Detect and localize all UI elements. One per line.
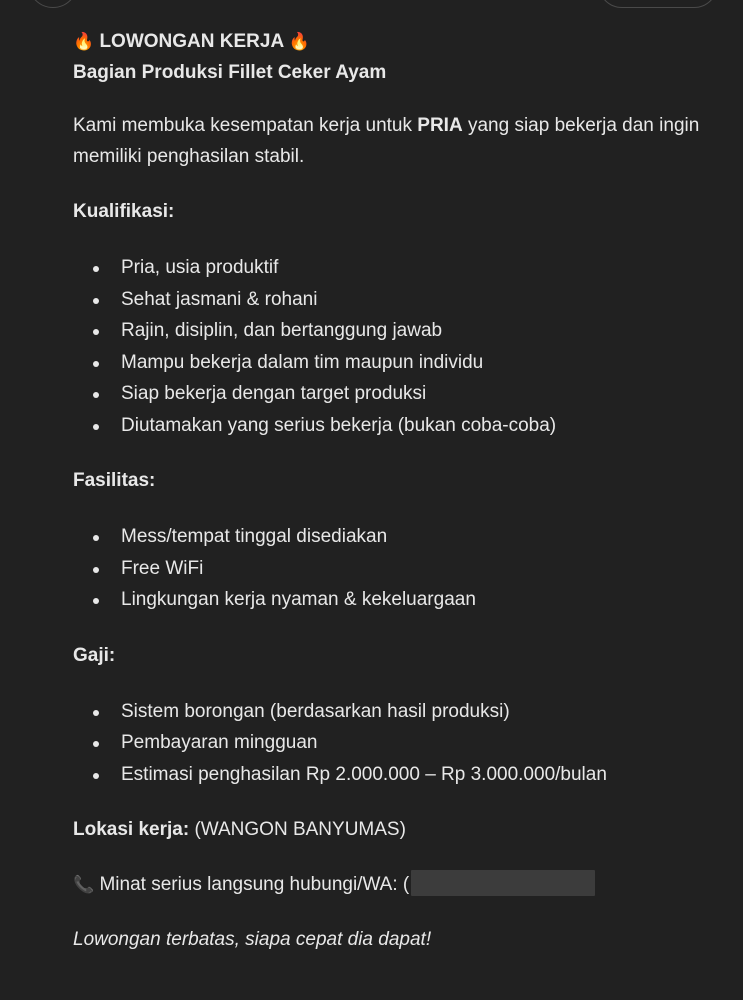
- intro-emphasis: PRIA: [417, 115, 463, 136]
- job-post-body: [73, 26, 713, 955]
- list-item: Sehat jasmani & rohani: [73, 284, 713, 316]
- closing-note: Lowongan terbatas, siapa cepat dia dapat!: [73, 929, 432, 950]
- list-item: Pembayaran mingguan: [73, 727, 713, 759]
- gaji-list: [73, 696, 713, 791]
- top-left-round-button[interactable]: [28, 0, 78, 8]
- list-item: Pria, usia produktif: [73, 252, 713, 284]
- post-title-text: LOWONGAN KERJA: [99, 31, 284, 52]
- fire-icon: 🔥: [288, 32, 310, 51]
- list-item: Mess/tempat tinggal disediakan: [73, 521, 713, 553]
- intro-text-after: yang siap bekerja dan ingin memiliki penghasilan stabil.: [73, 115, 700, 167]
- location-label: Lokasi kerja:: [73, 819, 190, 840]
- list-item: Siap bekerja dengan target produksi: [73, 378, 713, 410]
- redacted-phone-number: [411, 870, 595, 896]
- section-title-fasilitas: Fasilitas:: [73, 470, 156, 491]
- top-right-pill-button[interactable]: [598, 0, 718, 8]
- section-title-kualifikasi: Kualifikasi:: [73, 201, 175, 222]
- list-item: Sistem borongan (berdasarkan hasil produksi): [73, 696, 713, 728]
- post-subtitle: Bagian Produksi Fillet Ceker Ayam: [73, 62, 387, 83]
- list-item: Lingkungan kerja nyaman & kekeluargaan: [73, 584, 713, 616]
- fasilitas-list: [73, 521, 713, 616]
- list-item: Free WiFi: [73, 553, 713, 585]
- fire-icon: 🔥: [73, 32, 95, 51]
- intro-text-before: Kami membuka kesempatan kerja untuk: [73, 115, 418, 136]
- kualifikasi-list: [73, 252, 713, 441]
- phone-icon: 📞: [73, 875, 95, 894]
- location-value: (WANGON BANYUMAS): [189, 819, 406, 840]
- contact-line: [73, 869, 713, 900]
- location-line: [73, 814, 713, 845]
- contact-text: Minat serius langsung hubungi/WA: (: [94, 874, 410, 895]
- section-title-gaji: Gaji:: [73, 644, 116, 666]
- post-title: [73, 26, 713, 57]
- list-item: Rajin, disiplin, dan bertanggung jawab: [73, 315, 713, 347]
- intro-paragraph: [73, 110, 713, 172]
- list-item: Diutamakan yang serius bekerja (bukan coba-coba): [73, 410, 713, 442]
- list-item: Estimasi penghasilan Rp 2.000.000 – Rp 3.000.000/bulan: [73, 759, 713, 791]
- list-item: Mampu bekerja dalam tim maupun individu: [73, 347, 713, 379]
